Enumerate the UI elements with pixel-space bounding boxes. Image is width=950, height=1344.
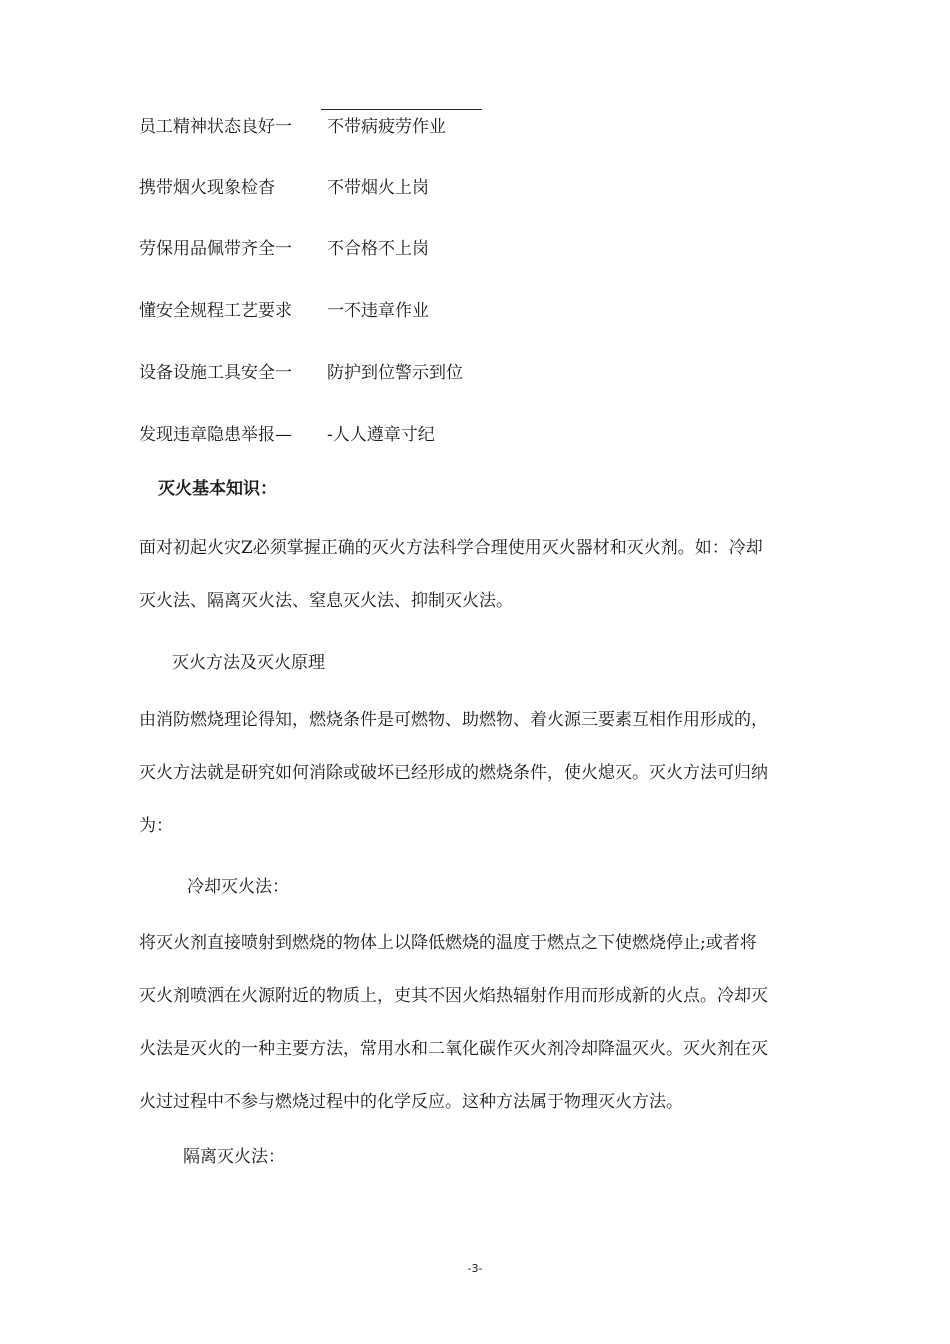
theory-paragraph <box>139 694 819 853</box>
underline-rule <box>321 109 482 110</box>
paragraph-line: 灭火法、隔离灭火法、窒息灭火法、抑制灭火法。 <box>139 591 513 611</box>
paragraph-line: 灭火剂喷洒在火源附近的物质上，吏其不因火焰热辐射作用而形成新的火点。冷却灭 <box>139 986 768 1006</box>
paragraph-line: 将灭火剂直接喷射到燃烧的物体上以降低燃烧的温度于燃点之下使燃烧停止;或者将 <box>139 933 757 953</box>
paragraph-line: 由消防燃烧理论得知，燃烧条件是可燃物、助燃物、着火源三要素互相作用形成的， <box>139 710 768 730</box>
page-number: -3- <box>467 1262 483 1275</box>
checklist-item-left: 懂安全规程工艺要求 <box>139 301 292 321</box>
checklist-item-left: 携带烟火现象检杳 <box>139 178 275 198</box>
checklist-item-right: 不合格不上岗 <box>327 239 429 259</box>
paragraph-line: 火法是灭火的一种主要方法，常用水和二氧化碳作灭火剂冷却降温灭火。灭火剂在灭 <box>139 1039 768 1059</box>
cooling-heading: 冷却灭火法： <box>187 877 289 897</box>
checklist-row <box>0 234 950 264</box>
methods-heading: 灭火方法及灭火原理 <box>172 653 325 673</box>
paragraph-line: 面对初起火灾Z必须掌握正确的灭火方法科学合理使用灭火器材和灭火剂。如：冷却 <box>139 538 763 558</box>
checklist-row <box>0 112 950 142</box>
isolation-heading: 隔离灭火法： <box>183 1147 285 1167</box>
intro-paragraph <box>139 522 819 628</box>
checklist-item-left: 劳保用品佩带齐全一 <box>139 239 292 259</box>
checklist-row <box>0 173 950 203</box>
checklist-item-left: 发现违章隐患举报— <box>139 425 292 445</box>
checklist-row <box>0 358 950 388</box>
checklist-row <box>0 420 950 450</box>
checklist-item-right: 防护到位警示到位 <box>327 363 463 383</box>
checklist-item-left: 设备设施工具安全一 <box>139 363 292 383</box>
paragraph-line: 为： <box>139 816 173 836</box>
paragraph-line: 火过过程中不参与燃烧过程中的化学反应。这种方法属于物理灭火方法。 <box>139 1092 683 1112</box>
checklist-item-left: 员工精神状态良好一 <box>139 117 292 137</box>
paragraph-line: 灭火方法就是研究如何消除或破坏已经形成的燃烧条件，使火熄灭。灭火方法可归纳 <box>139 763 768 783</box>
checklist-item-right: 不带烟火上岗 <box>327 178 429 198</box>
checklist-row <box>0 296 950 326</box>
checklist-item-right: 一不违章作业 <box>327 301 429 321</box>
cooling-paragraph <box>139 917 819 1129</box>
checklist-item-right: -人人遵章寸纪 <box>327 425 435 445</box>
checklist-item-right: 不带病疲劳作业 <box>327 117 446 137</box>
section-heading: 灭火基本知识： <box>158 479 277 499</box>
